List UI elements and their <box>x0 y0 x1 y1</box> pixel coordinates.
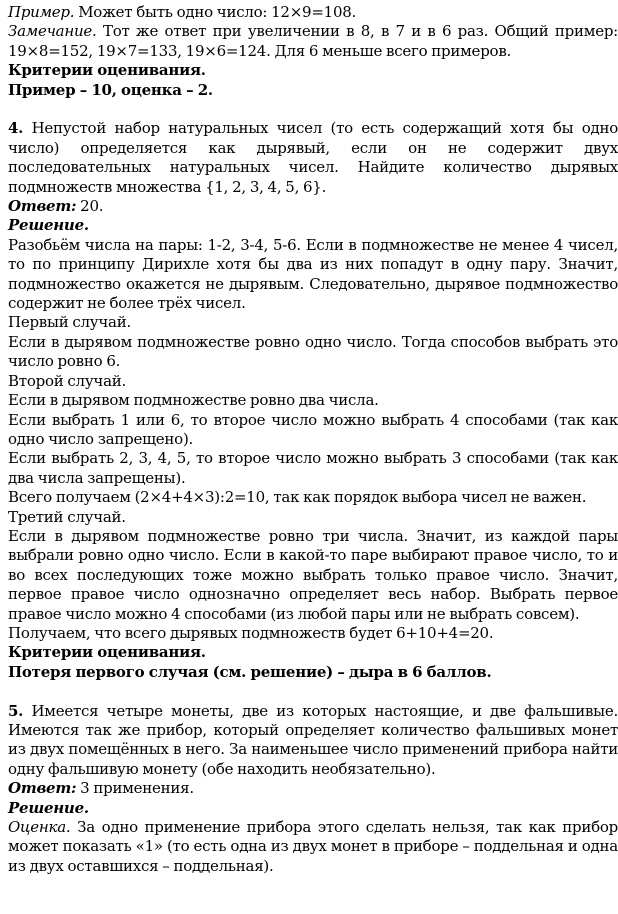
solution-line: Второй случай. <box>8 371 127 390</box>
answer-value: 20. <box>76 197 104 216</box>
solution-line: Если в дырявом подмножестве ровно одно число. Тогда способов выбрать это число ровно 6. <box>8 332 618 371</box>
example-label: Пример. <box>8 3 75 21</box>
problem-5-number: 5. <box>8 701 24 720</box>
spacer <box>8 682 618 701</box>
solution-line: Первый случай. <box>8 313 131 332</box>
problem-4-statement <box>8 119 618 197</box>
solution-label: Решение. <box>8 216 89 235</box>
problem-4-answer <box>8 197 618 216</box>
estimate-paragraph <box>8 818 618 876</box>
example-paragraph <box>8 3 618 22</box>
solution-line: Если в дырявом подмножестве ровно три числа. Значит, из каждой пары выбрали ровно одно число. Если в какой-то паре выбирают правое число, то и во всех последующих тоже можно выбрать только правое число. Значит, первое правое число однозначно определяет весь набор. Выбрать первое правое число можно 4 способами (из любой пары или не выбрать совсем). <box>8 526 618 623</box>
problem-4-number: 4. <box>8 119 24 138</box>
example-text: Может быть одно число: 12×9=108. <box>74 3 357 21</box>
criteria-line: Пример – 10, оценка – 2. <box>8 80 213 99</box>
estimate-text: За одно применение прибора этого сделать нельзя, так как прибор может показать «1» (то есть одна из двух монет в приборе – поддельная и одна из двух оставшихся – поддельная). <box>8 818 618 875</box>
problem-5-statement <box>8 702 618 780</box>
answer-label: Ответ: <box>8 779 77 798</box>
problem-5-text: Имеется четыре монеты, две из которых настоящие, и две фальшивые. Имеются так же прибор, который определяет количество фальшивых монет из двух помещённых в него. За наименьшее число применений прибора найти одну фальшивую монету (обе находить необязательно). <box>8 701 618 778</box>
solution-line: Получаем, что всего дырявых подмножеств будет 6+10+4=20. <box>8 623 494 642</box>
criteria-title: Критерии оценивания. <box>8 61 206 80</box>
solution-line: Разобьём числа на пары: 1-2, 3-4, 5-6. Если в подмножестве не менее 4 чисел, то по принципу Дирихле хотя бы два из них попадут в одну пару. Значит, подмножество окажется не дырявым. Следовательно, дырявое подмножество содержит не более трёх чисел. <box>8 235 618 313</box>
note-text: Тот же ответ при увеличении в 8, в 7 и в 6 раз. Общий пример: 19×8=152, 19×7=133, 19×6=124. Для 6 меньше всего примеров. <box>8 22 618 60</box>
solution-line: Третий случай. <box>8 507 126 526</box>
solution-line: Если в дырявом подмножестве ровно два числа. <box>8 391 379 410</box>
solution-line: Всего получаем (2×4+4×3):2=10, так как порядок выбора чисел не важен. <box>8 488 587 507</box>
solution-line: Если выбрать 2, 3, 4, 5, то второе число можно выбрать 3 способами (так как два числа запрещены). <box>8 449 618 487</box>
solution-line: Если выбрать 1 или 6, то второе число можно выбрать 4 способами (так как одно число запрещено). <box>8 410 618 448</box>
solution-label: Решение. <box>8 798 89 817</box>
problem-4-text: Непустой набор натуральных чисел (то есть содержащий хотя бы одно число) определяется как дырявый, если он не содержит двух последовательных натуральных чисел. Найдите количество дырявых подмножеств множества {1, 2, 3, 4, 5, 6}. <box>8 119 618 196</box>
criteria-title: Критерии оценивания. <box>8 643 206 662</box>
estimate-label: Оценка. <box>8 818 71 837</box>
document-page <box>8 0 618 876</box>
note-label: Замечание. <box>8 22 97 41</box>
note-paragraph <box>8 22 618 61</box>
problem-5-answer <box>8 779 618 798</box>
criteria-line: Потеря первого случая (см. решение) – дыра в 6 баллов. <box>8 662 492 681</box>
spacer <box>8 100 618 119</box>
answer-label: Ответ: <box>8 197 77 216</box>
answer-value: 3 применения. <box>76 779 194 798</box>
